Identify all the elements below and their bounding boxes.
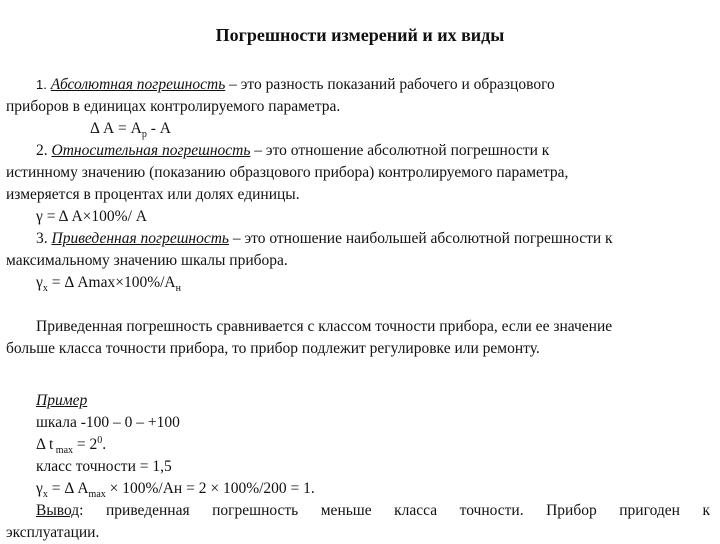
formula-part: = Δ А <box>47 480 89 497</box>
item-number: 2. <box>36 142 48 159</box>
spacer <box>6 360 710 390</box>
formula-part: Δ А = А <box>90 120 142 137</box>
item-relative-error <box>6 140 710 162</box>
definition-continuation: максимальному значению шкалы прибора. <box>6 252 288 269</box>
formula-subscript: max <box>88 489 106 501</box>
formula-subscript: max <box>53 445 74 457</box>
formula-part: - А <box>146 120 171 137</box>
conclusion-continuation: эксплуатации. <box>6 524 100 541</box>
definition-text: – это отношение наибольшей абсолютной погрешности к <box>228 230 613 247</box>
item-reduced-error <box>6 228 710 250</box>
definition-continuation: приборов в единицах контролируемого параметра. <box>6 98 341 115</box>
formula-part: = Δ Аmax×100%/А <box>47 274 176 291</box>
conclusion-text: : приведенная погрешность меньше класса точности. Прибор пригоден к <box>79 502 710 519</box>
example-scale: шкала -100 – 0 – +100 <box>36 414 180 431</box>
term-reduced-error: Приведенная погрешность <box>51 230 229 247</box>
example-calculation <box>6 478 710 500</box>
formula-subscript: х <box>42 489 48 501</box>
paragraph-line: Приведенная погрешность сравнивается с классом точности прибора, если ее значение <box>36 318 613 335</box>
example-heading-text: Пример <box>36 392 88 409</box>
item-number: 3. <box>36 230 48 247</box>
formula-part: γ <box>36 480 43 497</box>
formula-subscript: х <box>42 283 48 295</box>
term-relative-error: Относительная погрешность <box>51 142 251 159</box>
item-absolute-error <box>6 74 710 96</box>
conclusion-label: Вывод <box>36 502 80 519</box>
definition-continuation: измеряется в процентах или долях единицы. <box>6 186 300 203</box>
formula-part: = 2 <box>73 436 98 453</box>
formula-superscript: 0 <box>97 434 103 446</box>
formula-subscript: н <box>175 283 181 295</box>
definition-text: – это отношение абсолютной погрешности к <box>250 142 550 159</box>
definition-continuation: истинному значению (показанию образцового прибора) контролируемого параметра, <box>6 164 569 181</box>
formula-subscript: р <box>141 129 147 141</box>
item-number: 1. <box>36 77 47 92</box>
term-absolute-error: Абсолютная погрешность <box>50 76 226 93</box>
example-delta-t <box>6 434 710 456</box>
formula-absolute-error <box>6 118 710 140</box>
formula-relative-error: γ = Δ А×100%/ А <box>36 208 147 225</box>
formula-part: γ <box>36 274 43 291</box>
example-accuracy-class: класс точности = 1,5 <box>36 458 172 475</box>
example-conclusion <box>6 500 710 522</box>
formula-reduced-error <box>6 272 710 294</box>
formula-part: Δ t <box>36 436 54 453</box>
formula-part: × 100%/Ан = 2 × 100%/200 = 1. <box>105 480 315 497</box>
spacer <box>6 294 710 316</box>
paragraph-line: больше класса точности прибора, то прибор подлежит регулировке или ремонту. <box>6 340 540 357</box>
example-heading <box>6 390 710 412</box>
definition-text: – это разность показаний рабочего и образцового <box>225 76 555 93</box>
page-title: Погрешности измерений и их виды <box>215 25 505 45</box>
document-body <box>6 74 710 544</box>
formula-part: . <box>102 436 107 453</box>
